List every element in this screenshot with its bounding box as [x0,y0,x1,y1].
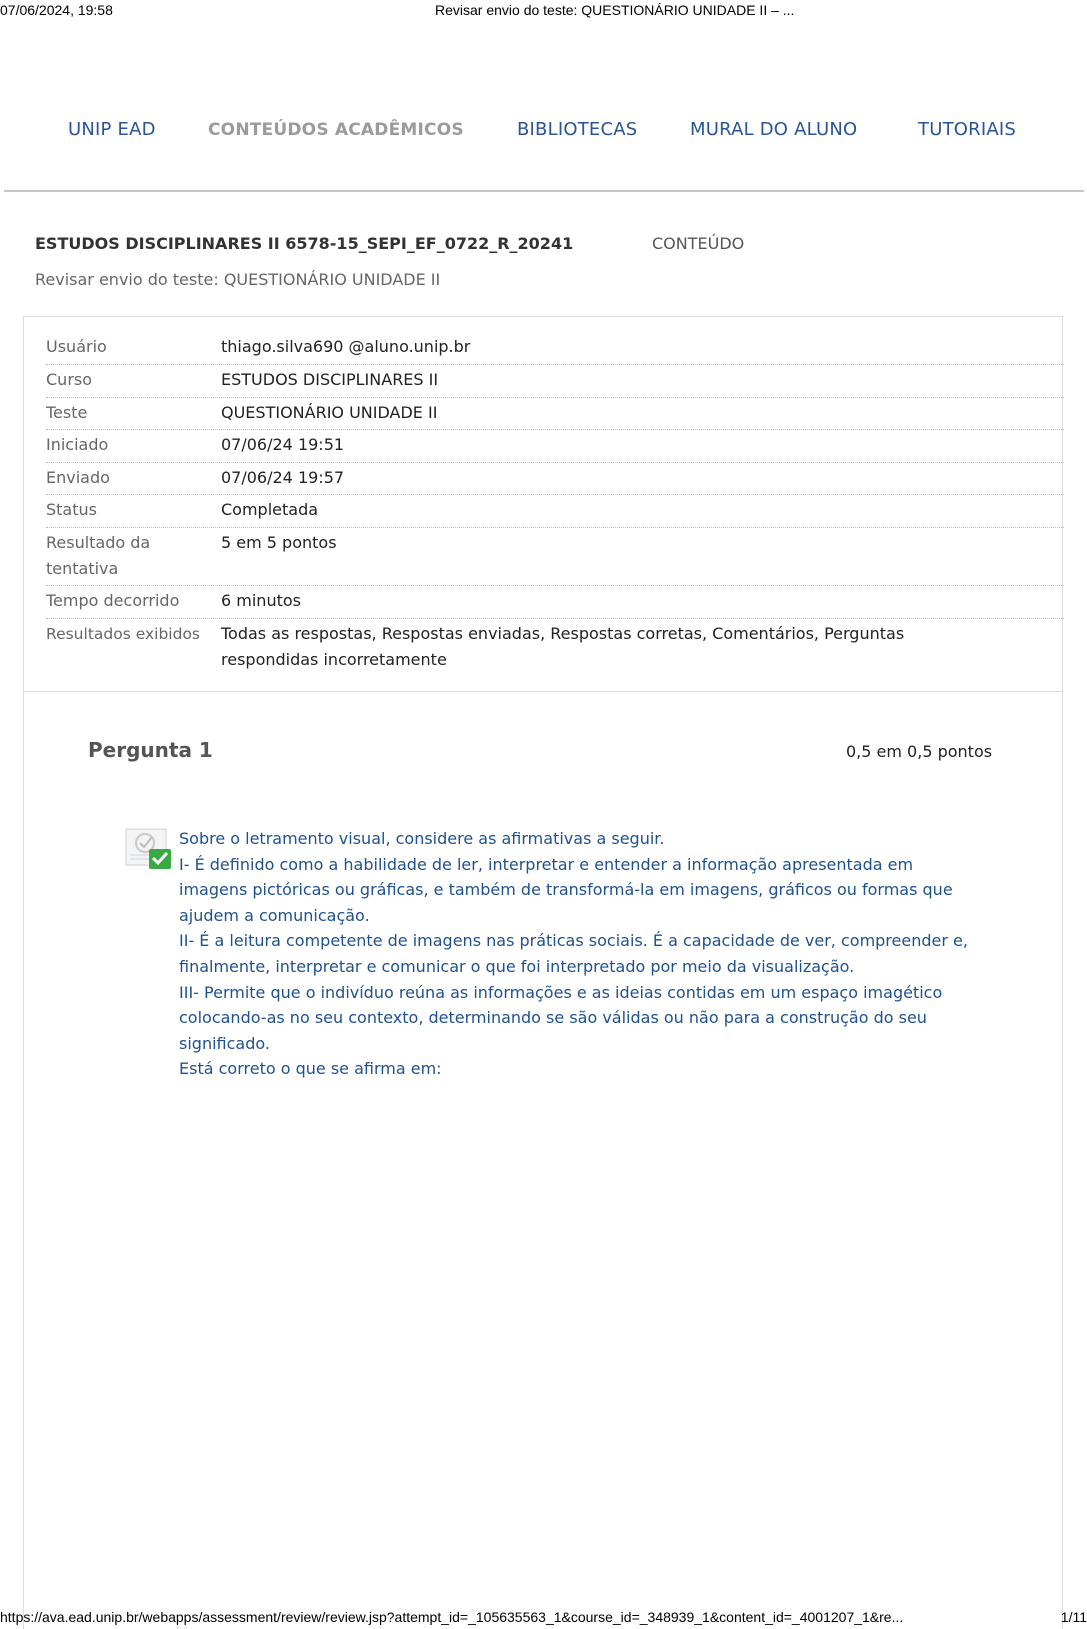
info-label: Status [46,500,97,519]
info-label: Resultados exibidos [46,625,201,643]
question-points: 0,5 em 0,5 pontos [846,742,993,761]
info-value: ESTUDOS DISCIPLINARES II [221,370,439,389]
page-title: Revisar envio do teste: QUESTIONÁRIO UNIDADE II [35,270,441,289]
info-value: QUESTIONÁRIO UNIDADE II [221,403,438,422]
info-row-tempo [46,588,1064,619]
nav-unip-ead[interactable]: UNIP EAD [68,119,156,140]
question-text [179,826,979,1082]
info-label: Curso [46,370,93,389]
info-value: 5 em 5 pontos [221,533,337,552]
top-navigation [0,115,1087,149]
info-label: Teste [46,403,88,422]
info-row-teste [46,400,1064,430]
question-title: Pergunta 1 [88,738,213,762]
info-label: Resultado da tentativa [46,533,151,578]
nav-conteudos-academicos[interactable]: CONTEÚDOS ACADÊMICOS [208,120,464,140]
nav-mural-do-aluno[interactable]: MURAL DO ALUNO [690,119,858,140]
info-value: 07/06/24 19:51 [221,435,345,454]
info-row-iniciado [46,432,1064,463]
info-value: 6 minutos [221,591,301,610]
correct-check-icon [125,825,173,873]
info-row-resultados-exibidos [46,621,1064,676]
info-row-status [46,497,1064,528]
info-value: 07/06/24 19:57 [221,468,345,487]
nav-divider [4,190,1084,192]
print-header [0,0,1087,22]
print-datetime: 07/06/2024, 19:58 [0,2,113,18]
info-row-resultado [46,530,1064,586]
info-row-enviado [46,465,1064,495]
info-value: Todas as respostas, Respostas enviadas, Respostas corretas, Comentários, Perguntas respondidas incorretamente [221,624,905,669]
breadcrumb-section[interactable]: CONTEÚDO [652,234,745,253]
question-line: Sobre o letramento visual, considere as afirmativas a seguir. [179,829,665,848]
question-line: I- É definido como a habilidade de ler, interpretar e entender a informação apresentada em imagens pictóricas ou gráficas, e também de transformá-la em imagens, gráficos ou formas que ajudem a comunicação. [179,854,953,925]
question-line: II- É a leitura competente de imagens nas práticas sociais. É a capacidade de ver, compreender e, finalmente, interpretar e comunicar o que foi interpretado por meio da visualização. [179,931,968,976]
info-value: Completada [221,500,319,519]
info-row-curso [46,367,1064,398]
print-page-title: Revisar envio do teste: QUESTIONÁRIO UNIDADE II – ... [435,2,795,18]
nav-tutoriais[interactable]: TUTORIAIS [918,119,1016,140]
print-footer [0,1607,1087,1629]
info-label: Tempo decorrido [46,591,180,610]
print-url: https://ava.ead.unip.br/webapps/assessment/review/review.jsp?attempt_id=_105635563_1&course_id=_348939_1&content_id=_4001207_1&re... [0,1609,904,1625]
info-label: Usuário [46,337,107,356]
info-label: Enviado [46,468,110,487]
attempt-info-panel [23,316,1063,692]
info-row-usuario [46,334,1064,365]
question-line: III- Permite que o indivíduo reúna as informações e as ideias contidas em um espaço imagético colocando-as no seu contexto, determinando se são válidas ou não para a construção do seu significado. [179,982,943,1053]
info-value: thiago.silva690 @aluno.unip.br [221,337,471,356]
breadcrumb-course[interactable]: ESTUDOS DISCIPLINARES II 6578-15_SEPI_EF_0722_R_20241 [35,234,574,253]
question-line: Está correto o que se afirma em: [179,1059,442,1079]
nav-bibliotecas[interactable]: BIBLIOTECAS [517,119,638,140]
info-label: Iniciado [46,435,109,454]
print-page-number: 1/11 [1060,1609,1087,1625]
